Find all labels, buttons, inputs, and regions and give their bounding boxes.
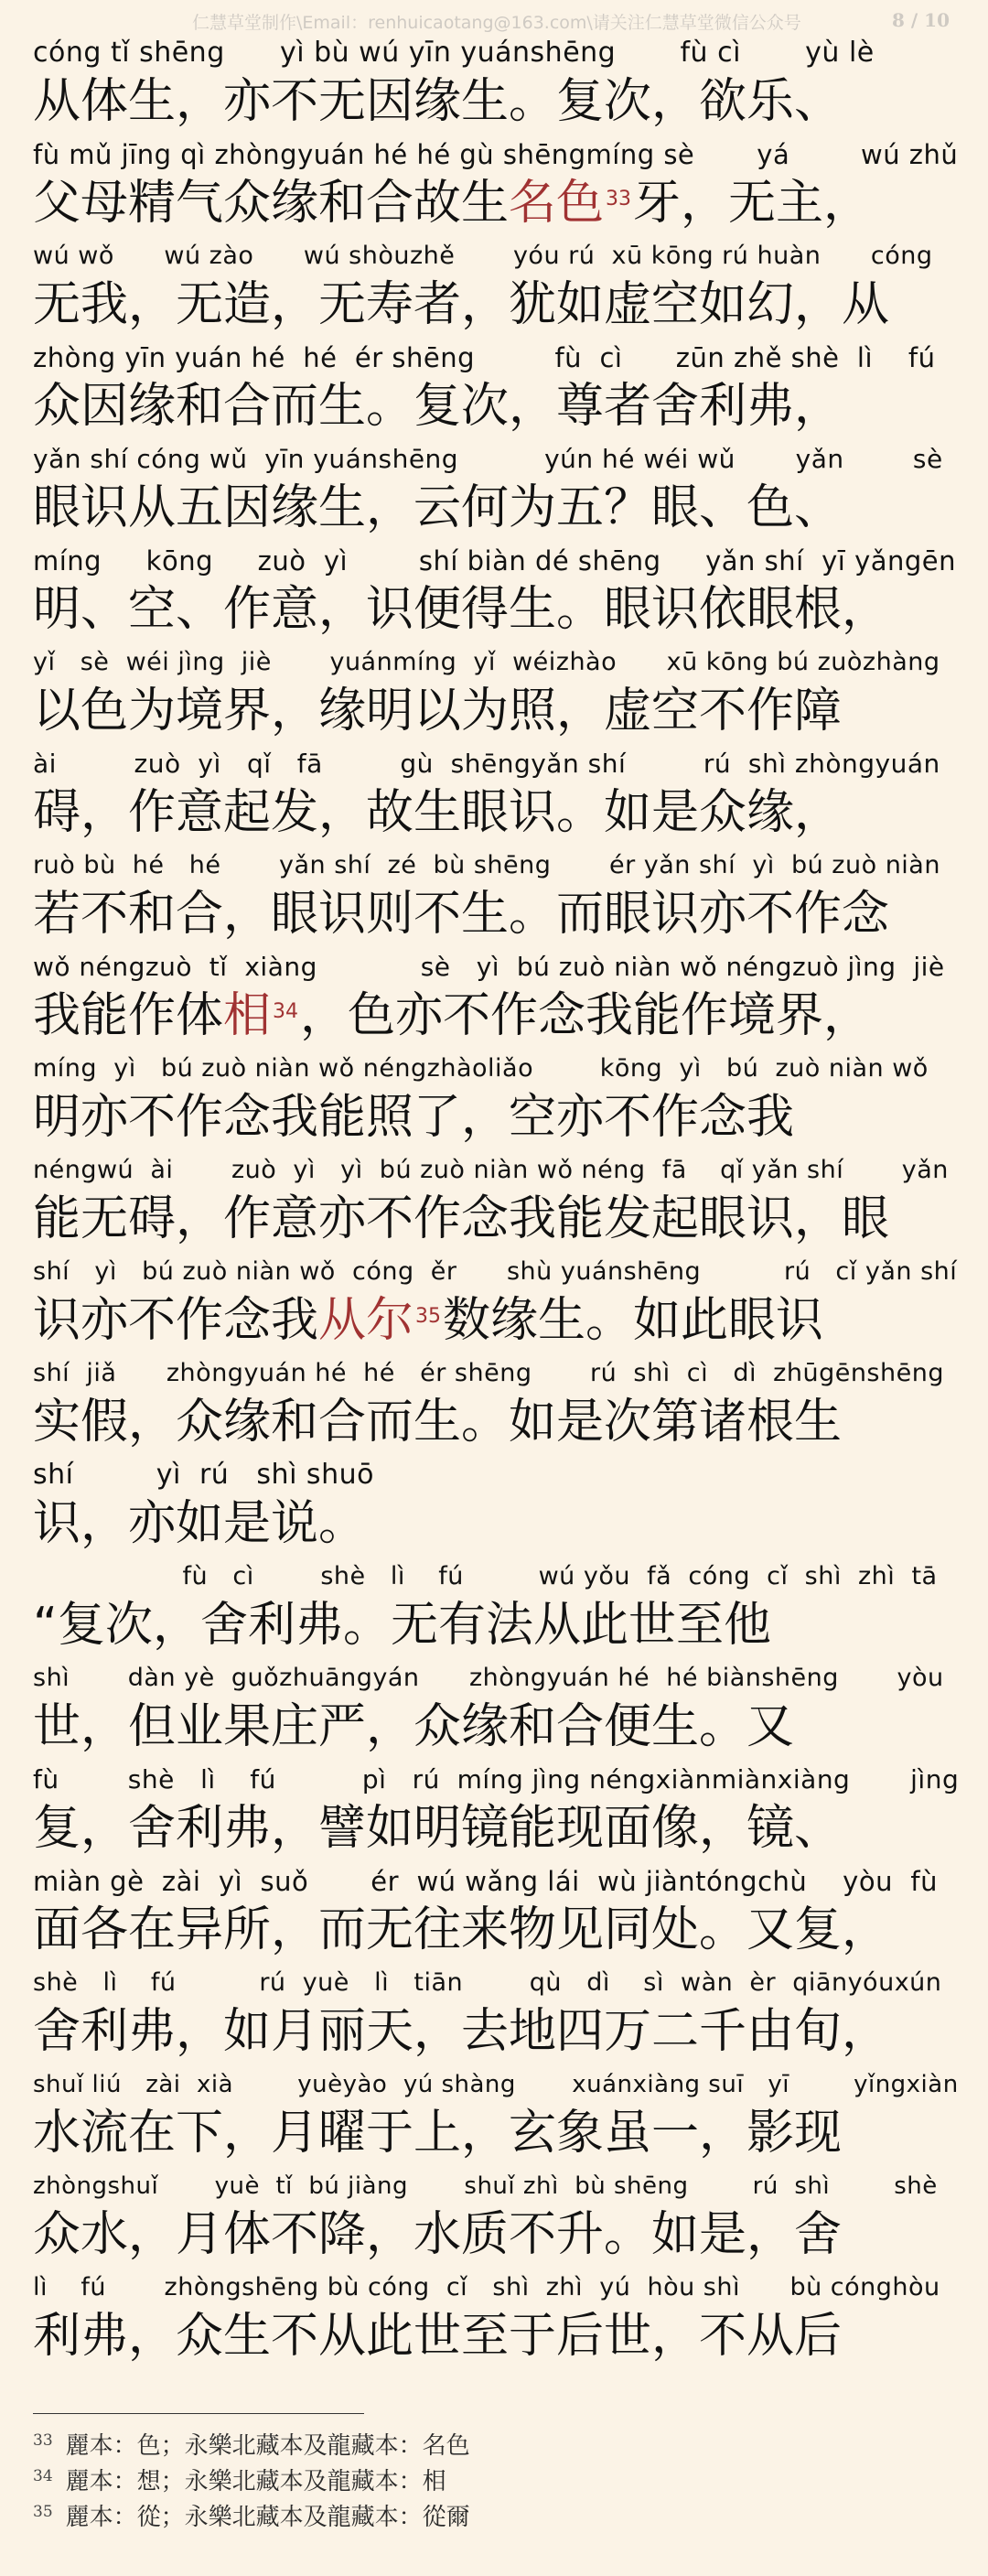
variant-text: 名色 xyxy=(509,176,605,231)
hanzi-segment: 若不和合，眼识则不生。而眼识亦不作念 xyxy=(33,887,890,942)
hanzi-line xyxy=(33,1798,959,1859)
hanzi-line xyxy=(33,1595,959,1655)
text-line xyxy=(33,1967,959,2068)
text-line xyxy=(33,341,959,443)
text-line xyxy=(33,2271,959,2373)
text-line xyxy=(33,1763,959,1865)
hanzi-line xyxy=(33,1189,959,1249)
hanzi-line xyxy=(33,2306,959,2366)
hanzi-segment: 数缘生。如此眼识 xyxy=(443,1293,824,1348)
footnote-marker: 34 xyxy=(273,1000,299,1023)
hanzi-segment: 世，但业果庄严，众缘和合便生。又 xyxy=(33,1699,795,1754)
hanzi-segment: 我能作体 xyxy=(33,988,224,1043)
hanzi-line xyxy=(33,782,959,843)
footnote-number: 34 xyxy=(33,2467,53,2485)
hanzi-line xyxy=(33,1392,959,1452)
page-number: 8 / 10 xyxy=(892,9,950,31)
page-header xyxy=(0,5,988,35)
hanzi-line xyxy=(33,376,959,437)
text-line xyxy=(33,1154,959,1256)
hanzi-segment: 众水，月体不降，水质不升。如是，舍 xyxy=(33,2207,843,2262)
hanzi-segment: 识亦不作念我 xyxy=(33,1293,319,1348)
hanzi-line xyxy=(33,1900,959,1960)
hanzi-line xyxy=(33,173,959,233)
hanzi-segment: 实假，众缘和合而生。如是次第诸根生 xyxy=(33,1395,843,1450)
hanzi-segment: 明亦不作念我能照了，空亦不作念我 xyxy=(33,1090,795,1145)
hanzi-segment: “复次，舍利弗。无有法从此世至他 xyxy=(33,1598,771,1653)
pinyin-line: shí jiǎ zhòngyuán hé hé ér shēng rú shì cì dì zhūgēnshēng xyxy=(33,1359,944,1387)
text-line xyxy=(33,240,959,341)
variant-text: 从尔 xyxy=(318,1293,414,1348)
text-line xyxy=(33,2170,959,2271)
hanzi-line xyxy=(33,681,959,741)
hanzi-segment: 碍，作意起发，故生眼识。如是众缘， xyxy=(33,785,843,840)
variant-text: 相 xyxy=(223,988,272,1043)
hanzi-line xyxy=(33,2204,959,2265)
hanzi-line xyxy=(33,275,959,335)
pinyin-line: miàn gè zài yì suǒ ér wú wǎng lái wù jiàntóngchù yòu fù xyxy=(33,1866,938,1897)
pinyin-line: ài zuò yì qǐ fā gù shēngyǎn shí rú shì zhòngyuán xyxy=(33,749,940,779)
hanzi-segment: 复，舍利弗，譬如明镜能现面像，镜、 xyxy=(33,1801,843,1856)
text-line xyxy=(33,544,959,646)
pinyin-line: míng yì bú zuò niàn wǒ néngzhàoliǎo kōng yì bú zuò niàn wǒ xyxy=(33,1054,929,1083)
pinyin-line: ruò bù hé hé yǎn shí zé bù shēng ér yǎn shí yì bú zuò niàn xyxy=(33,851,940,879)
pinyin-line: wú wǒ wú zào wú shòuzhě yóu rú xū kōng rú huàn cóng xyxy=(33,242,933,270)
hanzi-segment: 水流在下，月曜于上，玄象虽一，影现 xyxy=(33,2106,843,2161)
hanzi-segment: 识，亦如是说。 xyxy=(33,1496,367,1551)
pinyin-line: shí yì rú shì shuō xyxy=(33,1459,374,1491)
hanzi-line xyxy=(33,1697,959,1757)
text-line xyxy=(33,443,959,544)
footnote-number: 33 xyxy=(33,2431,53,2450)
hanzi-segment: 众因缘和合而生。复次，尊者舍利弗， xyxy=(33,379,843,434)
hanzi-segment: 父母精气众缘和合故生 xyxy=(33,176,510,231)
header-text: 仁慧草堂制作\Email：renhuicaotang@163.com\请关注仁慧草堂微信公众号 xyxy=(192,13,801,33)
pinyin-line: shè lì fú rú yuè lì tiān qù dì sì wàn èr qiānyóuxún xyxy=(33,1968,942,1997)
hanzi-segment: 眼识从五因缘生，云何为五？眼、色、 xyxy=(33,480,843,535)
hanzi-line xyxy=(33,884,959,944)
text-line xyxy=(33,1256,959,1357)
text-line xyxy=(33,1052,959,1154)
text-body xyxy=(33,37,959,2373)
hanzi-line xyxy=(33,478,959,538)
pinyin-line: zhòng yīn yuán hé hé ér shēng fù cì zūn zhě shè lì fú xyxy=(33,342,936,373)
text-line xyxy=(33,748,959,849)
hanzi-line xyxy=(33,71,959,132)
text-line xyxy=(33,1865,959,1967)
pinyin-line: shuǐ liú zài xià yuèyào yú shàng xuánxiàng suī yī yǐngxiàn xyxy=(33,2071,959,2098)
pinyin-line: fù shè lì fú pì rú míng jìng néngxiànmiànxiàng jìng xyxy=(33,1764,959,1795)
text-line xyxy=(33,1357,959,1459)
hanzi-segment: ，色亦不作念我能作境界， xyxy=(300,988,872,1043)
hanzi-line xyxy=(33,2103,959,2163)
hanzi-line xyxy=(33,1087,959,1148)
footnote-text: 麗本：色；永樂北藏本及龍藏本：名色 xyxy=(65,2432,470,2460)
pinyin-line: yǐ sè wéi jìng jiè yuánmíng yǐ wéizhào xū kōng bú zuòzhàng xyxy=(33,648,940,676)
footnote xyxy=(33,2500,948,2536)
text-line xyxy=(33,849,959,951)
footnote-text: 麗本：從；永樂北藏本及龍藏本：從爾 xyxy=(65,2504,470,2531)
hanzi-segment: 舍利弗，如月丽天，去地四万二千由旬， xyxy=(33,2004,890,2059)
footnote-number: 35 xyxy=(33,2503,53,2521)
footnote-marker: 35 xyxy=(415,1305,442,1328)
pinyin-line: fù mǔ jīng qì zhòngyuán hé hé gù shēngmíng sè yá wú zhǔ xyxy=(33,139,959,170)
pinyin-line: néngwú ài zuò yì yì bú zuò niàn wǒ néng fā qǐ yǎn shí yǎn xyxy=(33,1156,949,1184)
hanzi-segment: 能无碍，作意亦不作念我能发起眼识，眼 xyxy=(33,1191,890,1246)
footnote-divider xyxy=(33,2413,364,2414)
pinyin-line: shì dàn yè guǒzhuāngyán zhòngyuán hé hé biànshēng yòu xyxy=(33,1664,944,1692)
pinyin-line: wǒ néngzuò tǐ xiàng sè yì bú zuò niàn wǒ néngzuò jìng jiè xyxy=(33,952,945,982)
hanzi-line xyxy=(33,1290,959,1351)
pinyin-line: lì fú zhòngshēng bù cóng cǐ shì zhì yú hòu shì bù cónghòu xyxy=(33,2273,940,2301)
text-line xyxy=(33,1459,959,1560)
hanzi-segment: 牙，无主， xyxy=(633,176,872,231)
footnote-text: 麗本：想；永樂北藏本及龍藏本：相 xyxy=(65,2468,446,2495)
hanzi-segment: 无我，无造，无寿者，犹如虚空如幻，从 xyxy=(33,277,890,332)
hanzi-segment: 面各在异所，而无往来物见同处。又复， xyxy=(33,1902,890,1957)
hanzi-line xyxy=(33,2001,959,2062)
hanzi-line xyxy=(33,1493,959,1554)
pinyin-line: cóng tǐ shēng yì bù wú yīn yuánshēng fù cì yù lè xyxy=(33,37,875,69)
pinyin-line: shí yì bú zuò niàn wǒ cóng ěr shù yuánshēng rú cǐ yǎn shí xyxy=(33,1257,958,1286)
hanzi-line xyxy=(33,579,959,640)
hanzi-segment: 利弗，众生不从此世至于后世，不从后 xyxy=(33,2309,843,2364)
hanzi-segment: 以色为境界，缘明以为照，虚空不作障 xyxy=(33,684,843,738)
text-line xyxy=(33,138,959,240)
pinyin-line: yǎn shí cóng wǔ yīn yuánshēng yún hé wéi wǔ yǎn sè xyxy=(33,444,943,474)
footnote xyxy=(33,2429,948,2464)
footnote-marker: 33 xyxy=(606,188,632,210)
text-line xyxy=(33,37,959,138)
text-line xyxy=(33,951,959,1052)
hanzi-segment: 明、空、作意，识便得生。眼识依眼根， xyxy=(33,582,890,637)
pinyin-line: míng kōng zuò yì shí biàn dé shēng yǎn shí yī yǎngēn xyxy=(33,545,957,577)
footnote xyxy=(33,2464,948,2500)
pinyin-line: zhòngshuǐ yuè tǐ bú jiàng shuǐ zhì bù shēng rú shì shè xyxy=(33,2172,938,2200)
text-line xyxy=(33,1662,959,1763)
footnotes xyxy=(33,2429,948,2536)
hanzi-segment: 从体生，亦不无因缘生。复次，欲乐、 xyxy=(33,74,843,129)
text-line xyxy=(33,2068,959,2170)
pinyin-line: fù cì shè lì fú wú yǒu fǎ cóng cǐ shì zhì tā xyxy=(33,1562,938,1590)
text-line xyxy=(33,646,959,748)
hanzi-line xyxy=(33,986,959,1046)
text-line xyxy=(33,1560,959,1662)
